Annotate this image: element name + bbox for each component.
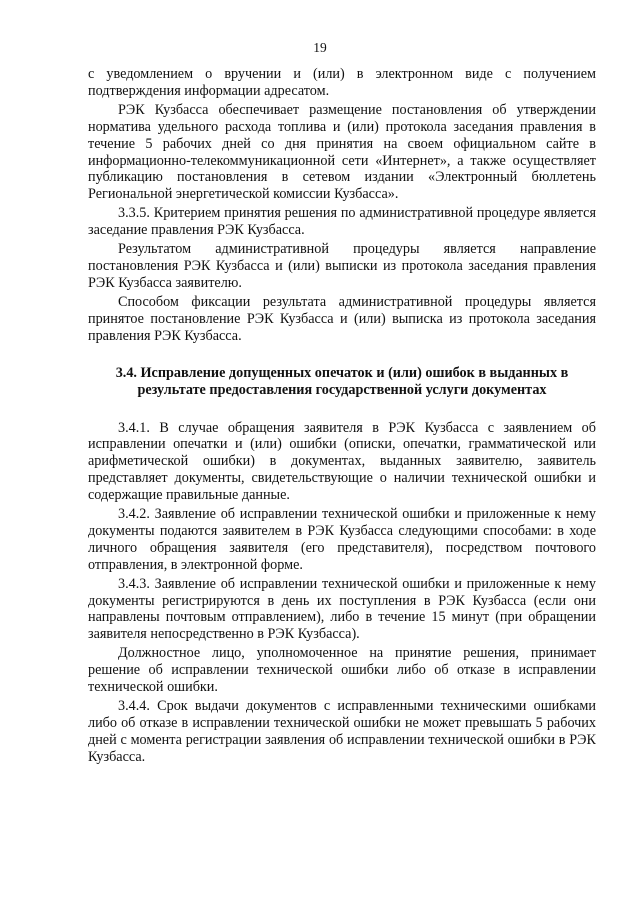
paragraph-3-4-3: 3.4.3. Заявление об исправлении технической ошибки и приложенные к нему документы регистрируются в день их поступления в РЭК Кузбасса (если они направлены почтовым отправлением), либо в течение 15 минут (при обращении заявителя непосредственно в РЭК Кузбасса). — [88, 575, 596, 643]
document-body — [88, 66, 596, 766]
paragraph-publication: РЭК Кузбасса обеспечивает размещение постановления об утверждении норматива удельного расхода топлива и (или) протокола заседания правления в течение 5 рабочих дней со дня принятия на своем официальном сайте в информационно-телекоммуникационной сети «Интернет», а также осуществляет публикацию постановления в сетевом издании «Электронный бюллетень Региональной энергетической комиссии Кузбасса». — [88, 101, 596, 203]
paragraph-official-decision: Должностное лицо, уполномоченное на принятие решения, принимает решение об исправлении технической ошибки либо об отказе в исправлении технической ошибки. — [88, 645, 596, 696]
page-number: 19 — [313, 40, 327, 55]
paragraph-fixation: Способом фиксации результата административной процедуры является принятое постановление РЭК Кузбасса и (или) выписка из протокола заседания правления РЭК Кузбасса. — [88, 293, 596, 344]
paragraph-result: Результатом административной процедуры является направление постановления РЭК Кузбасса и (или) выписки из протокола заседания правления РЭК Кузбасса заявителю. — [88, 241, 596, 291]
paragraph-3-4-4: 3.4.4. Срок выдачи документов с исправленными техническими ошибками либо об отказе в исправлении технической ошибки не может превышать 5 рабочих дней с момента регистрации заявления об исправлении технической ошибки в РЭК Кузбасса. — [88, 698, 596, 765]
section-heading-3-4: 3.4. Исправление допущенных опечаток и (или) ошибок в выданных в результате предоставления государственной услуги документах — [115, 364, 569, 398]
paragraph-3-3-5: 3.3.5. Критерием принятия решения по административной процедуре является заседание правления РЭК Кузбасса. — [88, 205, 596, 239]
paragraph-continuation: с уведомлением о вручении и (или) в электронном виде с получением подтверждения информации адресатом. — [88, 66, 596, 99]
paragraph-3-4-2: 3.4.2. Заявление об исправлении технической ошибки и приложенные к нему документы подаются заявителем в РЭК Кузбасса следующими способами: в ходе личного обращения заявителя (его представителя), посредством почтового отправления, в электронной форме. — [88, 506, 596, 573]
paragraph-3-4-1: 3.4.1. В случае обращения заявителя в РЭК Кузбасса с заявлением об исправлении опечатки и (или) ошибки (описки, опечатки, грамматической или арифметической ошибки) в документах, выданных заявителю, заявитель представляет документы, свидетельствующие о наличии технической ошибки и содержащие правильные данные. — [88, 419, 596, 504]
